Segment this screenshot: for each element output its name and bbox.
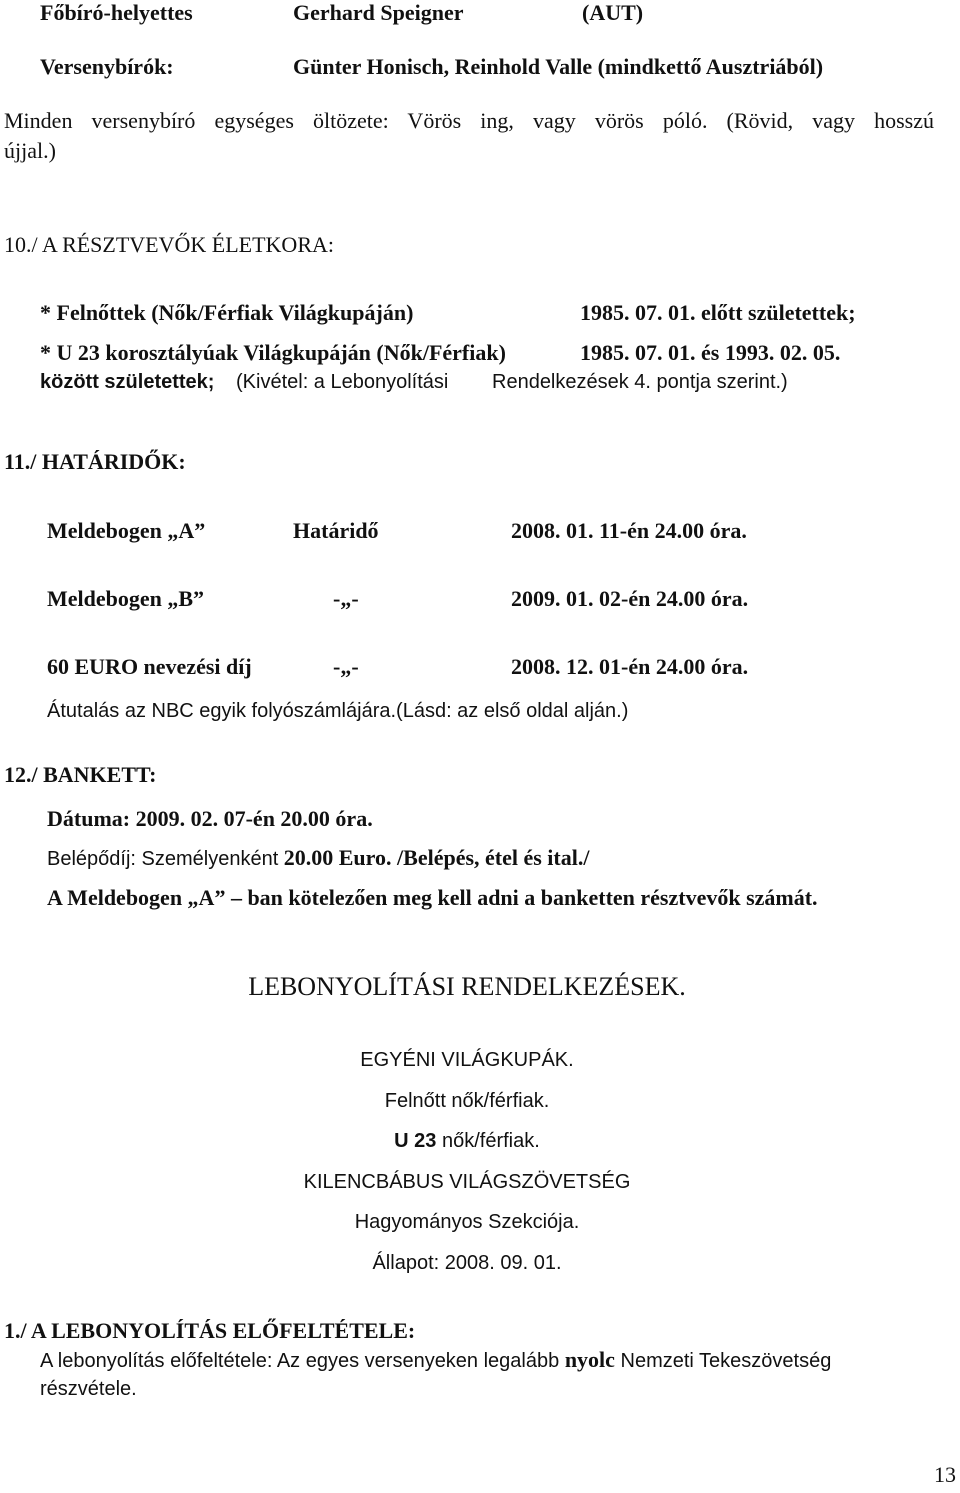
section1-text-b: Nemzeti Tekeszövetség: [620, 1350, 832, 1372]
u23-label: * U 23 korosztályúak Világkupáján (Nők/Férfiak): [40, 340, 506, 365]
adults-value: 1985. 07. 01. előtt születettek;: [580, 300, 856, 325]
deadline-mid-b: -„-: [333, 586, 359, 611]
dress-code-line1: Minden versenybíró egységes öltözete: Vörös ing, vagy vörös póló. (Rövid, vagy hosszú: [4, 108, 934, 133]
rules-line3-rest: nők/férfiak.: [441, 1130, 540, 1152]
page-number: 13: [934, 1462, 956, 1487]
u23-cont-a: (Kivétel: a Lebonyolítási: [236, 371, 449, 393]
head-referee-name: Gerhard Speigner: [293, 0, 464, 25]
referees-label: Versenybírók:: [40, 54, 174, 79]
deadline-mid-fee: -„-: [333, 654, 359, 679]
section11-heading: 11./ HATÁRIDŐK:: [4, 449, 186, 474]
head-referee-country: (AUT): [582, 0, 644, 25]
banquet-fee-prefix: Belépődíj: Személyenként: [47, 848, 279, 870]
rules-line1: EGYÉNI VILÁGKUPÁK.: [360, 1049, 574, 1071]
rules-line3-bold: U 23: [394, 1130, 437, 1152]
dress-code-line2: újjal.): [4, 138, 56, 163]
deadline-date-b: 2009. 01. 02-én 24.00 óra.: [511, 586, 749, 611]
banquet-fee: [47, 845, 589, 872]
rules-line2: Felnőtt nők/férfiak.: [384, 1090, 550, 1112]
referees-names: Günter Honisch, Reinhold Valle (mindkettő Ausztriából): [293, 54, 824, 79]
deadline-date-fee: 2008. 12. 01-én 24.00 óra.: [511, 654, 749, 679]
section12-heading: 12./ BANKETT:: [4, 762, 157, 787]
section10-heading: 10./ A RÉSZTVEVŐK ÉLETKORA:: [4, 232, 334, 257]
rules-line5: Hagyományos Szekciója.: [354, 1211, 580, 1233]
deadline-label-a: Meldebogen „A”: [47, 518, 206, 543]
deadline-mid-a: Határidő: [293, 518, 379, 543]
section1-text: [40, 1346, 930, 1403]
deadline-date-a: 2008. 01. 11-én 24.00 óra.: [511, 518, 747, 543]
rules-line4: KILENCBÁBUS VILÁGSZÖVETSÉG: [303, 1171, 631, 1193]
rules-line3: [0, 1128, 934, 1154]
banquet-fee-value: 20.00 Euro. /Belépés, étel és ital./: [283, 845, 590, 870]
rules-title: LEBONYOLÍTÁSI RENDELKEZÉSEK.: [248, 972, 686, 1001]
section1-heading: 1./ A LEBONYOLÍTÁS ELŐFELTÉTELE:: [4, 1318, 416, 1343]
u23-cont-bold: között születettek;: [40, 371, 215, 393]
banquet-date: Dátuma: 2009. 02. 07-én 20.00 óra.: [47, 806, 373, 831]
u23-cont-b: Rendelkezések 4. pontja szerint.): [492, 371, 788, 393]
section1-text-a: A lebonyolítás előfeltétele: Az egyes versenyeken legalább: [40, 1350, 560, 1372]
meldebogen-note: A Meldebogen „A” – ban kötelezően meg kell adni a banketten résztvevők számát.: [47, 885, 818, 910]
head-referee-label: Főbíró-helyettes: [40, 0, 193, 25]
transfer-note: Átutalás az NBC egyik folyószámlájára.(Lásd: az első oldal alján.): [47, 700, 629, 722]
deadline-label-fee: 60 EURO nevezési díj: [47, 654, 252, 679]
section1-text-bold: nyolc: [564, 1347, 615, 1372]
rules-line6: Állapot: 2008. 09. 01.: [372, 1252, 562, 1274]
section1-text-c: részvétele.: [40, 1378, 137, 1400]
deadline-label-b: Meldebogen „B”: [47, 586, 205, 611]
adults-label: * Felnőttek (Nők/Férfiak Világkupáján): [40, 300, 414, 325]
u23-value: 1985. 07. 01. és 1993. 02. 05.: [580, 340, 841, 365]
